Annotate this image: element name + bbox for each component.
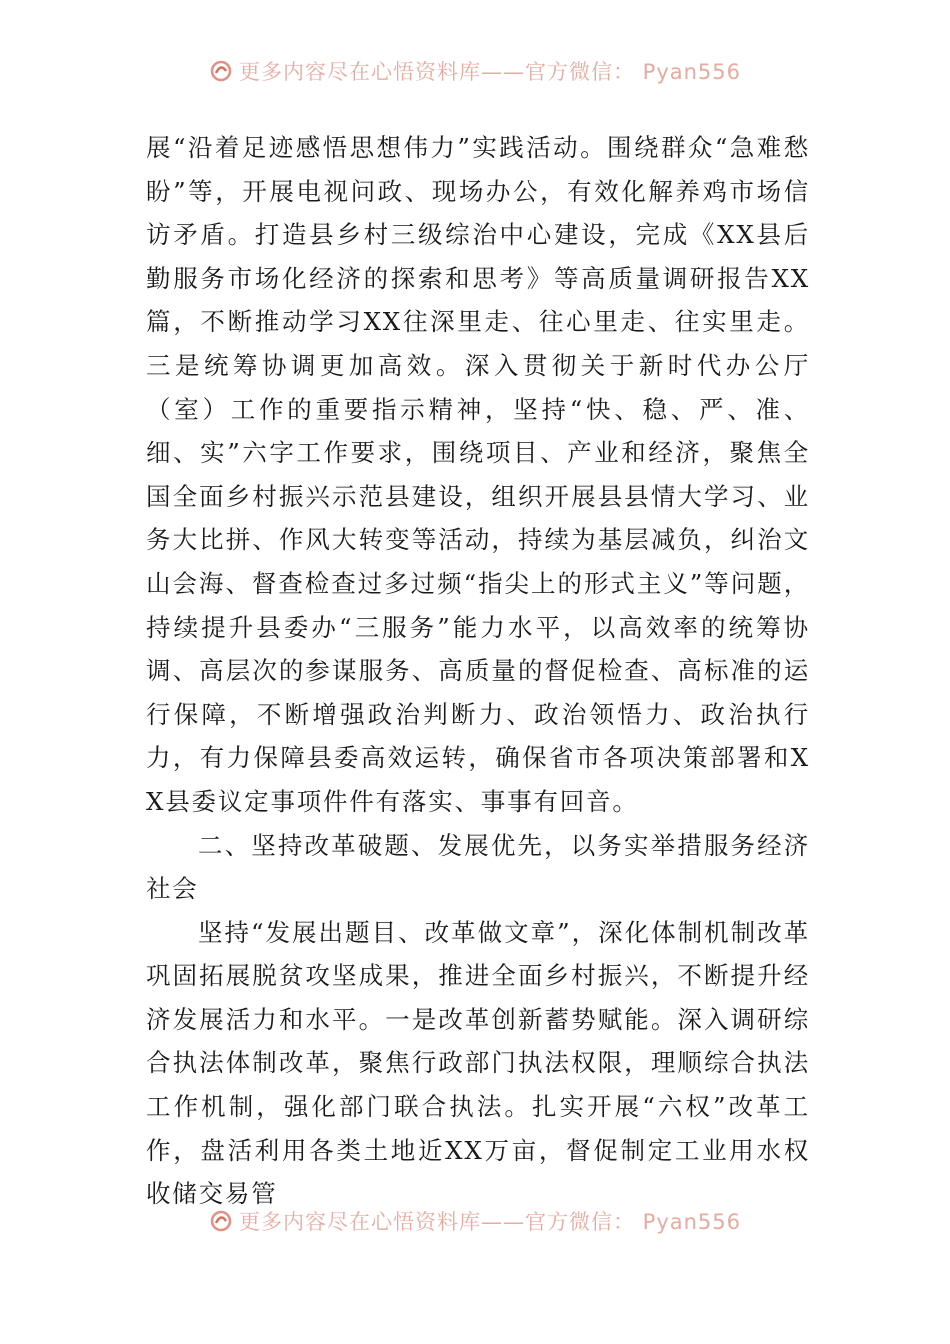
body-paragraph: 坚持“发展出题目、改革做文章”，深化体制机制改革巩固拓展脱贫攻坚成果，推进全面乡村振兴，不断提升经济发展活力和水平。一是改革创新蓄势赋能。深入调研综合执法体制改革，聚焦行政部门执法权限，理顺综合执法工作机制，强化部门联合执法。扎实开展“六权”改革工作，盘活利用各类土地近XX万亩，督促制定工业用水权收储交易管 [146, 917, 810, 1209]
watermark-logo-icon [209, 60, 233, 83]
watermark-logo-icon [209, 1210, 233, 1233]
document-body [146, 126, 810, 1216]
body-paragraph-continued: 展“沿着足迹感悟思想伟力”实践活动。围绕群众“急难愁盼”等，开展电视问政、现场办公，有效化解养鸡市场信访矛盾。打造县乡村三级综治中心建设，完成《XX县后勤服务市场化经济的探索和思考》等高质量调研报告XX篇，不断推动学习XX往深里走、往心里走、往实里走。三是统筹协调更加高效。深入贯彻关于新时代办公厅（室）工作的重要指示精神，坚持“快、稳、严、准、细、实”六字工作要求，围绕项目、产业和经济，聚焦全国全面乡村振兴示范县建设，组织开展县县情大学习、业务大比拼、作风大转变等活动，持续为基层减负，纠治文山会海、督查检查过多过频“指尖上的形式主义”等问题，持续提升县委办“三服务”能力水平，以高效率的统筹协调、高层次的参谋服务、高质量的督促检查、高标准的运行保障，不断增强政治判断力、政治领悟力、政治执行力，有力保障县委高效运转，确保省市各项决策部署和XX县委议定事项件件有落实、事事有回音。 [146, 133, 810, 816]
watermark-text: 更多内容尽在心悟资料库——官方微信： Pyan556 [238, 1210, 742, 1234]
header-watermark [0, 60, 950, 86]
footer-watermark [0, 1210, 950, 1236]
section-heading: 二、坚持改革破题、发展优先，以务实举措服务经济社会 [146, 830, 810, 904]
watermark-text: 更多内容尽在心悟资料库——官方微信： Pyan556 [238, 60, 742, 84]
